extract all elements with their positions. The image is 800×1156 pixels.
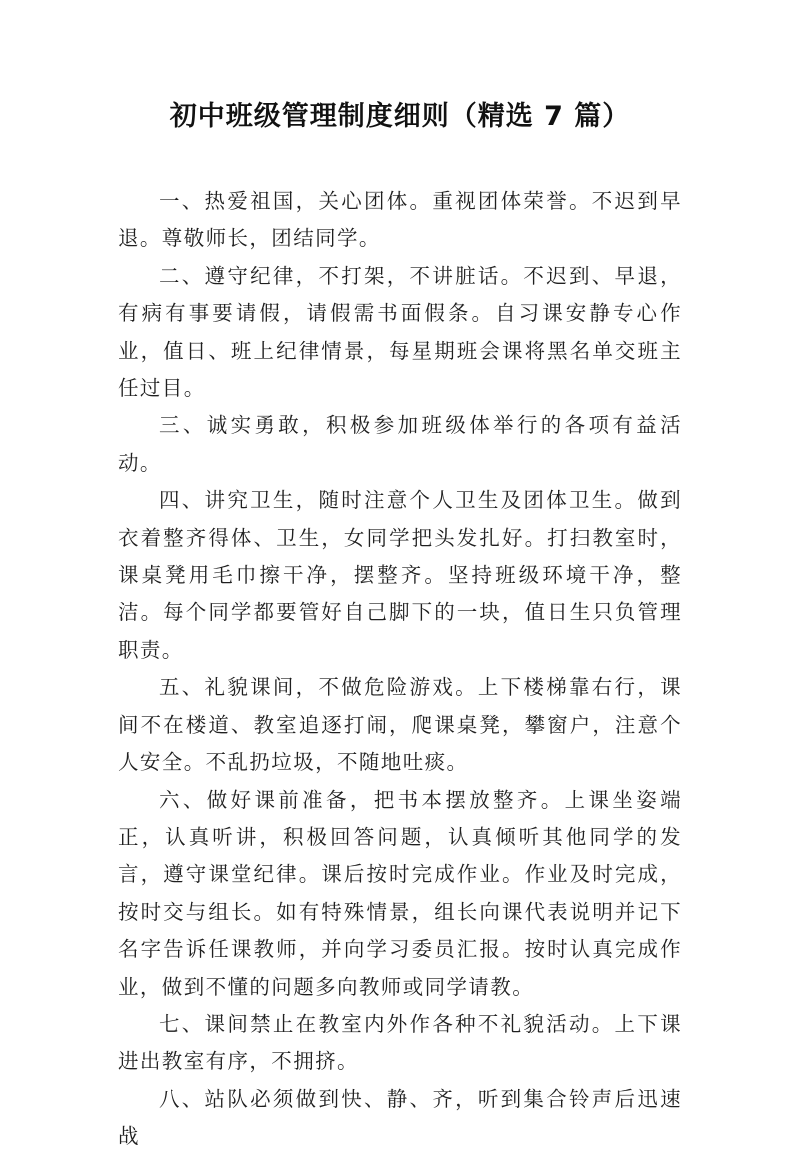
rule-paragraph-4: 四、讲究卫生，随时注意个人卫生及团体卫生。做到衣着整齐得体、卫生，女同学把头发扎好。打扫教室时，课桌凳用毛巾擦干净，摆整齐。坚持班级环境干净，整洁。每个同学都要管好自己脚下的一块，值日生只负管理职责。: [118, 488, 682, 662]
rule-paragraph-1: 一、热爱祖国，关心团体。重视团体荣誉。不迟到早退。尊敬师长，团结同学。: [118, 189, 682, 251]
rule-paragraph-2: 二、遵守纪律，不打架，不讲脏话。不迟到、早退，有病有事要请假，请假需书面假条。自习课安静专心作业，值日、班上纪律情景，每星期班会课将黑名单交班主任过目。: [118, 263, 682, 401]
rule-paragraph-5: 五、礼貌课间，不做危险游戏。上下楼梯靠右行，课间不在楼道、教室追逐打闹，爬课桌凳，攀窗户，注意个人安全。不乱扔垃圾，不随地吐痰。: [118, 675, 682, 775]
rule-paragraph-3: 三、诚实勇敢，积极参加班级体举行的各项有益活动。: [118, 413, 682, 475]
rule-paragraph-6: 六、做好课前准备，把书本摆放整齐。上课坐姿端正，认真听讲，积极回答问题，认真倾听其他同学的发言，遵守课堂纪律。课后按时完成作业。作业及时完成，按时交与组长。如有特殊情景，组长向课代表说明并记下名字告诉任课教师，并向学习委员汇报。按时认真完成作业，做到不懂的问题多向教师或同学请教。: [118, 787, 682, 999]
document-title: 初中班级管理制度细则（精选 7 篇）: [169, 101, 631, 132]
document-body: [118, 183, 682, 1156]
rule-paragraph-7: 七、课间禁止在教室内外作各种不礼貌活动。上下课进出教室有序，不拥挤。: [118, 1011, 682, 1074]
rule-paragraph-8: 八、站队必须做到快、静、齐，听到集合铃声后迅速战: [118, 1086, 682, 1149]
